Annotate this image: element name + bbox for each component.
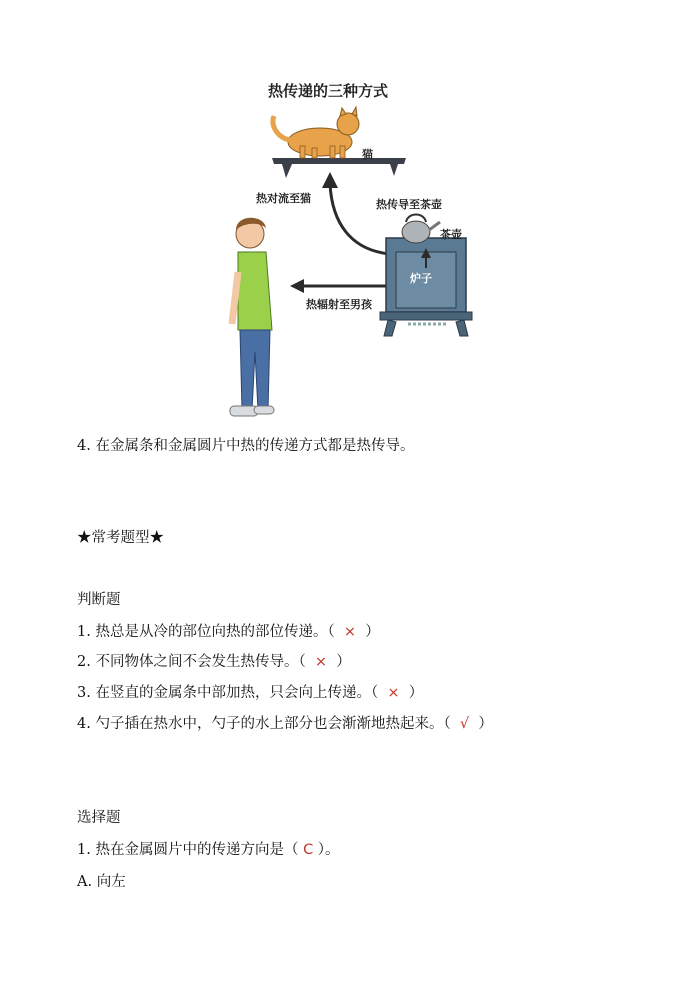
paren-close: ） <box>408 685 424 701</box>
section-title: ★常考题型★ <box>77 530 164 546</box>
paren-close: ） <box>336 654 351 670</box>
cat-illustration <box>273 107 359 158</box>
label-convection: 热对流至猫 <box>256 192 311 205</box>
heat-transfer-illustration <box>220 72 480 424</box>
paren-close: ） <box>365 624 380 640</box>
label-teapot: 茶壶 <box>440 228 462 241</box>
question-text: 2. 不同物体之间不会发生热传导。（ <box>77 654 306 670</box>
statement-4: 4. 在金属条和金属圆片中热的传递方式都是热传导。 <box>77 438 415 454</box>
radiation-arrow <box>290 279 388 293</box>
question-text: 1. 热在金属圆片中的传递方向是（ <box>77 842 299 858</box>
shelf <box>272 158 406 178</box>
choice-heading: 选择题 <box>77 810 121 826</box>
paren-close: ）。 <box>317 842 340 858</box>
judge-item-4 <box>77 714 493 734</box>
answer-mark: × <box>387 685 400 701</box>
judge-item-2 <box>77 652 351 672</box>
stove-illustration <box>380 238 472 336</box>
figure-title: 热传递的三种方式 <box>268 82 389 100</box>
question-text: 3. 在竖直的金属条中部加热，只会向上传递。（ <box>77 685 379 701</box>
judge-item-3 <box>77 683 423 703</box>
convection-arrow <box>322 172 390 254</box>
judge-heading: 判断题 <box>77 592 121 608</box>
answer-letter: C <box>303 842 314 858</box>
paren-close: ） <box>478 716 493 732</box>
label-stove: 炉子 <box>410 272 432 285</box>
choice-option-a: A. 向左 <box>77 874 126 890</box>
label-radiation: 热辐射至男孩 <box>306 298 372 311</box>
answer-mark: √ <box>459 716 470 732</box>
choice-question-1 <box>77 840 340 860</box>
question-text: 4. 勺子插在热水中，勺子的水上部分也会渐渐地热起来。（ <box>77 716 451 732</box>
answer-mark: × <box>314 654 328 670</box>
judge-item-1 <box>77 622 380 642</box>
label-cat: 猫 <box>362 148 373 161</box>
question-text: 1. 热总是从冷的部位向热的部位传递。（ <box>77 624 335 640</box>
label-conduction: 热传导至茶壶 <box>376 198 442 211</box>
boy-illustration <box>230 218 274 416</box>
answer-mark: × <box>343 624 357 640</box>
